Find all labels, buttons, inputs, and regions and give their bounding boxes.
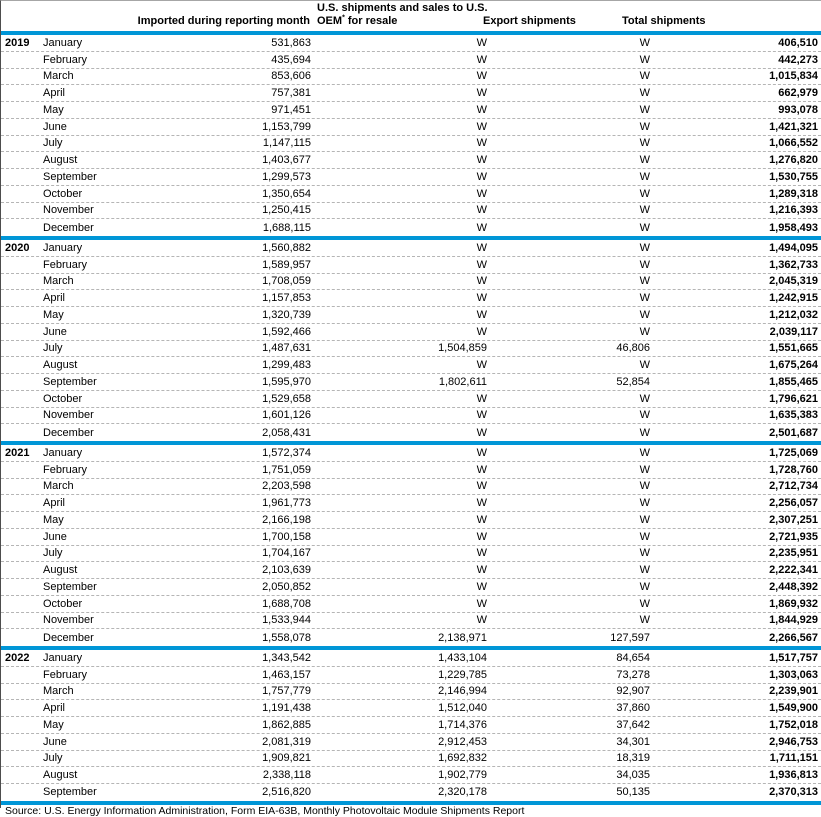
export-value: 18,319	[616, 752, 650, 765]
oem-value: W	[476, 530, 487, 543]
table-row	[1, 102, 821, 119]
table-row	[1, 408, 821, 425]
oem-value: W	[476, 120, 487, 133]
month-label: August	[43, 359, 78, 372]
table-row	[1, 512, 821, 529]
oem-value: 2,138,971	[438, 631, 487, 644]
month-label: October	[43, 392, 83, 405]
oem-label: OEM	[317, 15, 343, 27]
total-value: 2,307,251	[769, 513, 818, 526]
table-row	[1, 119, 821, 136]
month-label: February	[43, 53, 88, 66]
imported-value: 1,533,944	[262, 614, 311, 627]
export-value: W	[639, 187, 650, 200]
table-row	[1, 152, 821, 169]
total-value: 2,222,341	[769, 564, 818, 577]
total-value: 2,501,687	[769, 426, 818, 439]
table-row	[1, 186, 821, 203]
table-row	[1, 667, 821, 684]
total-value: 2,045,319	[769, 275, 818, 288]
table-row	[1, 257, 821, 274]
month-label: February	[43, 258, 88, 271]
table-row	[1, 290, 821, 307]
total-value: 1,303,063	[769, 668, 818, 681]
total-value: 1,276,820	[769, 154, 818, 167]
month-label: February	[43, 668, 88, 681]
total-value: 993,078	[778, 103, 818, 116]
table-row	[1, 684, 821, 701]
month-label: August	[43, 769, 78, 782]
export-value: W	[639, 580, 650, 593]
export-value: W	[639, 103, 650, 116]
imported-value: 1,343,542	[262, 651, 311, 664]
table-row	[1, 69, 821, 86]
oem-value: 1,692,832	[438, 752, 487, 765]
export-value: W	[639, 446, 650, 459]
export-value: W	[639, 275, 650, 288]
export-value: W	[639, 292, 650, 305]
month-label: July	[43, 547, 63, 560]
imported-value: 2,103,639	[262, 564, 311, 577]
export-value: W	[639, 204, 650, 217]
oem-label-suffix: for resale	[344, 15, 398, 27]
column-header-oem-line1: U.S. shipments and sales to U.S.	[317, 2, 488, 14]
oem-value: W	[476, 258, 487, 271]
export-value: W	[639, 409, 650, 422]
oem-value: W	[476, 463, 487, 476]
imported-value: 2,338,118	[262, 769, 311, 782]
oem-value: W	[476, 392, 487, 405]
total-value: 1,725,069	[769, 446, 818, 459]
oem-value: W	[476, 409, 487, 422]
month-label: April	[43, 292, 66, 305]
total-value: 1,844,929	[769, 614, 818, 627]
month-label: October	[43, 187, 83, 200]
month-label: July	[43, 342, 63, 355]
imported-value: 1,572,374	[262, 446, 311, 459]
imported-value: 2,203,598	[262, 480, 311, 493]
month-label: November	[43, 409, 94, 422]
oem-value: 1,512,040	[438, 702, 487, 715]
oem-value: W	[476, 580, 487, 593]
month-label: June	[43, 120, 67, 133]
export-value: 52,854	[616, 375, 650, 388]
imported-value: 1,350,654	[262, 187, 311, 200]
export-value: W	[639, 258, 650, 271]
oem-value: 1,433,104	[438, 651, 487, 664]
table-row	[1, 784, 821, 801]
imported-value: 1,558,078	[262, 631, 311, 644]
month-label: March	[43, 275, 74, 288]
table-body	[1, 35, 821, 805]
export-value: W	[639, 120, 650, 133]
imported-value: 1,250,415	[262, 204, 311, 217]
imported-value: 1,704,167	[262, 547, 311, 560]
export-value: 46,806	[616, 342, 650, 355]
export-value: 127,597	[610, 631, 650, 644]
oem-value: 1,802,611	[438, 375, 487, 388]
imported-value: 1,299,573	[262, 170, 311, 183]
imported-value: 2,050,852	[262, 580, 311, 593]
table-row	[1, 424, 821, 441]
oem-value: 2,912,453	[438, 735, 487, 748]
month-label: October	[43, 597, 83, 610]
export-value: W	[639, 36, 650, 49]
oem-value: W	[476, 170, 487, 183]
oem-value: W	[476, 614, 487, 627]
total-value: 2,370,313	[769, 786, 818, 799]
export-value: W	[639, 170, 650, 183]
oem-value: W	[476, 53, 487, 66]
month-label: May	[43, 718, 64, 731]
table-row	[1, 629, 821, 646]
year-block-2021	[1, 445, 821, 646]
imported-value: 1,751,059	[262, 463, 311, 476]
export-value: W	[639, 70, 650, 83]
imported-value: 1,757,779	[262, 685, 311, 698]
oem-value: W	[476, 103, 487, 116]
export-value: W	[639, 137, 650, 150]
year-label: 2021	[5, 446, 30, 459]
month-label: March	[43, 480, 74, 493]
oem-footnote-marker: *	[342, 14, 345, 22]
oem-value: 1,902,779	[438, 769, 487, 782]
total-value: 2,712,734	[769, 480, 818, 493]
imported-value: 1,595,970	[262, 375, 311, 388]
table-row	[1, 35, 821, 52]
total-value: 2,235,951	[769, 547, 818, 560]
month-label: September	[43, 375, 97, 388]
total-value: 2,256,057	[769, 497, 818, 510]
imported-value: 1,700,158	[262, 530, 311, 543]
month-label: September	[43, 580, 97, 593]
imported-value: 1,688,708	[262, 597, 311, 610]
total-value: 1,494,095	[769, 241, 818, 254]
export-value: W	[639, 530, 650, 543]
export-value: W	[639, 463, 650, 476]
total-value: 1,212,032	[769, 308, 818, 321]
month-label: April	[43, 87, 66, 100]
year-label: 2022	[5, 651, 30, 664]
month-label: March	[43, 685, 74, 698]
imported-value: 1,487,631	[262, 342, 311, 355]
export-value: W	[639, 564, 650, 577]
export-value: W	[639, 614, 650, 627]
oem-value: W	[476, 154, 487, 167]
imported-value: 1,589,957	[262, 258, 311, 271]
month-label: January	[43, 446, 83, 459]
table-row	[1, 613, 821, 630]
month-label: December	[43, 221, 94, 234]
imported-value: 1,191,438	[262, 702, 311, 715]
imported-value: 1,708,059	[262, 275, 311, 288]
total-value: 406,510	[778, 36, 818, 49]
month-label: January	[43, 36, 83, 49]
oem-value: W	[476, 480, 487, 493]
total-value: 2,266,567	[769, 631, 818, 644]
month-label: May	[43, 513, 64, 526]
column-header-imported: Imported during reporting month	[137, 15, 310, 27]
month-label: June	[43, 325, 67, 338]
month-label: August	[43, 154, 78, 167]
table-row	[1, 579, 821, 596]
month-label: March	[43, 70, 74, 83]
total-value: 1,551,665	[769, 342, 818, 355]
month-label: January	[43, 241, 83, 254]
table-row	[1, 219, 821, 236]
oem-value: W	[476, 241, 487, 254]
total-value: 442,273	[778, 53, 818, 66]
total-value: 1,869,932	[769, 597, 818, 610]
oem-value: W	[476, 70, 487, 83]
month-label: February	[43, 463, 88, 476]
total-value: 662,979	[778, 87, 818, 100]
month-label: June	[43, 735, 67, 748]
imported-value: 2,081,319	[262, 735, 311, 748]
oem-value: 1,229,785	[438, 668, 487, 681]
table-row	[1, 700, 821, 717]
month-label: December	[43, 426, 94, 439]
imported-value: 853,606	[271, 70, 311, 83]
total-value: 2,239,901	[769, 685, 818, 698]
total-value: 2,448,392	[769, 580, 818, 593]
imported-value: 1,909,821	[262, 752, 311, 765]
year-block-2020	[1, 240, 821, 441]
table-row	[1, 734, 821, 751]
imported-value: 1,299,483	[262, 359, 311, 372]
total-value: 1,728,760	[769, 463, 818, 476]
year-label: 2020	[5, 241, 30, 254]
table-row	[1, 445, 821, 462]
total-value: 1,066,552	[769, 137, 818, 150]
month-label: May	[43, 308, 64, 321]
export-value: W	[639, 497, 650, 510]
oem-value: 2,146,994	[438, 685, 487, 698]
oem-value: W	[476, 547, 487, 560]
export-value: W	[639, 308, 650, 321]
month-label: June	[43, 530, 67, 543]
table-row	[1, 562, 821, 579]
table-row	[1, 341, 821, 358]
table-row	[1, 136, 821, 153]
export-value: W	[639, 359, 650, 372]
export-value: W	[639, 513, 650, 526]
export-value: 37,860	[616, 702, 650, 715]
export-value: 50,135	[616, 786, 650, 799]
year-block-2022	[1, 650, 821, 801]
table-row	[1, 324, 821, 341]
export-value: W	[639, 221, 650, 234]
table-row	[1, 357, 821, 374]
column-header-oem	[317, 2, 488, 28]
export-value: W	[639, 325, 650, 338]
export-value: W	[639, 480, 650, 493]
total-value: 1,958,493	[769, 221, 818, 234]
oem-value: W	[476, 275, 487, 288]
imported-value: 1,688,115	[262, 221, 311, 234]
month-label: April	[43, 702, 66, 715]
export-value: W	[639, 241, 650, 254]
column-header-oem-line2	[317, 15, 488, 28]
total-value: 1,421,321	[769, 120, 818, 133]
export-value: W	[639, 53, 650, 66]
month-label: May	[43, 103, 64, 116]
imported-value: 435,694	[271, 53, 311, 66]
imported-value: 1,601,126	[262, 409, 311, 422]
oem-value: W	[476, 87, 487, 100]
table-row	[1, 240, 821, 257]
export-value: W	[639, 597, 650, 610]
total-value: 1,711,151	[769, 752, 818, 765]
total-value: 2,039,117	[769, 325, 818, 338]
oem-value: 1,504,859	[438, 342, 487, 355]
table-row	[1, 391, 821, 408]
oem-value: W	[476, 359, 487, 372]
month-label: November	[43, 204, 94, 217]
column-header-export: Export shipments	[483, 15, 576, 27]
year-block-2019	[1, 35, 821, 236]
total-value: 1,289,318	[769, 187, 818, 200]
total-value: 1,242,915	[769, 292, 818, 305]
oem-value: 2,320,178	[438, 786, 487, 799]
oem-value: W	[476, 513, 487, 526]
month-label: April	[43, 497, 66, 510]
imported-value: 1,592,466	[262, 325, 311, 338]
total-value: 1,517,757	[769, 651, 818, 664]
export-value: W	[639, 426, 650, 439]
export-value: W	[639, 392, 650, 405]
table-row	[1, 495, 821, 512]
month-label: July	[43, 137, 63, 150]
month-label: August	[43, 564, 78, 577]
total-value: 1,752,018	[769, 718, 818, 731]
table-row	[1, 85, 821, 102]
imported-value: 1,961,773	[262, 497, 311, 510]
oem-value: W	[476, 308, 487, 321]
total-value: 2,946,753	[769, 735, 818, 748]
export-value: 34,301	[616, 735, 650, 748]
total-value: 1,675,264	[769, 359, 818, 372]
oem-value: W	[476, 497, 487, 510]
table-row	[1, 52, 821, 69]
imported-value: 1,320,739	[262, 308, 311, 321]
export-value: 73,278	[616, 668, 650, 681]
imported-value: 757,381	[271, 87, 311, 100]
table-row	[1, 169, 821, 186]
total-value: 1,855,465	[769, 375, 818, 388]
table-row	[1, 203, 821, 220]
imported-value: 1,463,157	[262, 668, 311, 681]
total-value: 1,216,393	[769, 204, 818, 217]
oem-value: W	[476, 137, 487, 150]
column-header-total: Total shipments	[622, 15, 706, 27]
year-label: 2019	[5, 36, 30, 49]
table-row	[1, 650, 821, 667]
table-row	[1, 529, 821, 546]
export-value: W	[639, 87, 650, 100]
oem-value: W	[476, 292, 487, 305]
oem-value: W	[476, 36, 487, 49]
imported-value: 1,153,799	[262, 120, 311, 133]
imported-value: 2,516,820	[262, 786, 311, 799]
imported-value: 2,058,431	[262, 426, 311, 439]
table-row	[1, 717, 821, 734]
month-label: September	[43, 786, 97, 799]
export-value: W	[639, 547, 650, 560]
month-label: July	[43, 752, 63, 765]
imported-value: 531,863	[271, 36, 311, 49]
total-value: 1,635,383	[769, 409, 818, 422]
oem-value: W	[476, 597, 487, 610]
total-value: 1,530,755	[769, 170, 818, 183]
table-row	[1, 596, 821, 613]
export-value: 92,907	[616, 685, 650, 698]
imported-value: 1,403,677	[262, 154, 311, 167]
imported-value: 1,862,885	[262, 718, 311, 731]
table-row	[1, 462, 821, 479]
total-value: 1,796,621	[769, 392, 818, 405]
table-row	[1, 374, 821, 391]
oem-value: 1,714,376	[438, 718, 487, 731]
total-value: 2,721,935	[769, 530, 818, 543]
oem-value: W	[476, 564, 487, 577]
oem-value: W	[476, 204, 487, 217]
imported-value: 1,560,882	[262, 241, 311, 254]
imported-value: 2,166,198	[262, 513, 311, 526]
month-label: January	[43, 651, 83, 664]
total-value: 1,015,834	[769, 70, 818, 83]
month-label: December	[43, 631, 94, 644]
table-row	[1, 767, 821, 784]
imported-value: 1,157,853	[262, 292, 311, 305]
table-row	[1, 479, 821, 496]
total-value: 1,936,813	[769, 769, 818, 782]
oem-value: W	[476, 221, 487, 234]
total-value: 1,362,733	[769, 258, 818, 271]
oem-value: W	[476, 426, 487, 439]
total-value: 1,549,900	[769, 702, 818, 715]
export-value: 84,654	[616, 651, 650, 664]
imported-value: 1,147,115	[262, 137, 311, 150]
export-value: 34,035	[616, 769, 650, 782]
oem-value: W	[476, 446, 487, 459]
source-note: Source: U.S. Energy Information Administration, Form EIA-63B, Monthly Photovoltaic Module Shipments Report	[5, 805, 525, 817]
imported-value: 971,451	[271, 103, 311, 116]
table-row	[1, 546, 821, 563]
table-header	[1, 1, 821, 31]
month-label: November	[43, 614, 94, 627]
imported-value: 1,529,658	[262, 392, 311, 405]
table-row	[1, 751, 821, 768]
table-row	[1, 307, 821, 324]
export-value: 37,642	[616, 718, 650, 731]
oem-value: W	[476, 325, 487, 338]
table-row	[1, 274, 821, 291]
month-label: September	[43, 170, 97, 183]
export-value: W	[639, 154, 650, 167]
oem-value: W	[476, 187, 487, 200]
